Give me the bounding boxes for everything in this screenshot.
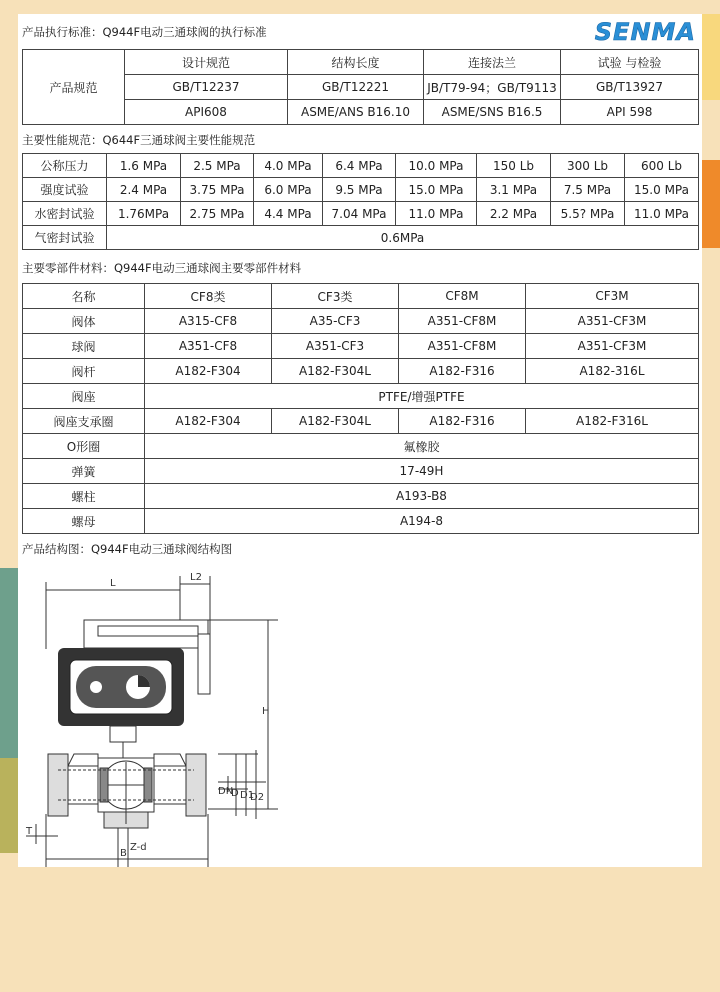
table-cell: 11.0 MPa — [625, 202, 699, 226]
table-cell: 4.4 MPa — [254, 202, 323, 226]
table-cell: 11.0 MPa — [396, 202, 477, 226]
table-cell: 阀体 — [23, 309, 145, 334]
header-cf3m: CF3M — [526, 284, 699, 309]
table-cell: 6.4 MPa — [323, 154, 396, 178]
left-teal-bar — [0, 568, 18, 758]
table-cell: A351-CF8M — [399, 309, 526, 334]
table-cell: O形圈 — [23, 434, 145, 459]
table-cell: 1.76MPa — [107, 202, 181, 226]
table-cell: GB/T13927 — [561, 75, 699, 100]
table-cell: PTFE/增强PTFE — [145, 384, 699, 409]
header-design: 设计规范 — [125, 50, 288, 75]
table-cell: 15.0 MPa — [625, 178, 699, 202]
table-cell: 球阀 — [23, 334, 145, 359]
row-label-product-spec: 产品规范 — [23, 50, 125, 125]
actuator-drawing — [58, 620, 210, 758]
table-cell: A182-316L — [526, 359, 699, 384]
header-cf8m: CF8M — [399, 284, 526, 309]
table-cell: 3.75 MPa — [181, 178, 254, 202]
table-cell: 7.5 MPa — [551, 178, 625, 202]
table-cell: ASME/SNS B16.5 — [424, 100, 561, 125]
header-cf3: CF3类 — [272, 284, 399, 309]
table-cell: 阀座 — [23, 384, 145, 409]
performance-title: 主要性能规范：Q644F三通球阀主要性能规范 — [22, 133, 256, 147]
perf-label: 水密封试验 — [23, 202, 107, 226]
dim-label-L2: L2 — [190, 572, 202, 583]
materials-title: 主要零部件材料：Q944F电动三通球阀主要零部件材料 — [22, 261, 302, 275]
performance-table — [22, 153, 699, 250]
content-page — [18, 14, 702, 867]
dim-label-H: H — [262, 706, 270, 717]
table-cell: JB/T79-94；GB/T9113 — [424, 75, 561, 100]
diagram-title: 产品结构图：Q944F电动三通球阀结构图 — [22, 542, 233, 556]
right-orange-bar — [702, 160, 720, 248]
senma-logo: SENMA — [594, 18, 696, 46]
table-cell: 阀杆 — [23, 359, 145, 384]
valve-structure-diagram — [18, 554, 702, 867]
dim-label-Zd: Z-d — [130, 842, 147, 853]
standards-title: 产品执行标准：Q944F电动三通球阀的执行标准 — [22, 25, 267, 39]
right-yellow-bar — [702, 14, 720, 100]
table-cell: A182-F304 — [145, 359, 272, 384]
table-cell: 阀座支承圈 — [23, 409, 145, 434]
table-cell: A193-B8 — [145, 484, 699, 509]
table-cell: 2.75 MPa — [181, 202, 254, 226]
dim-label-D: D — [231, 788, 239, 799]
table-cell: 3.1 MPa — [477, 178, 551, 202]
table-cell: 6.0 MPa — [254, 178, 323, 202]
header-length: 结构长度 — [288, 50, 424, 75]
table-cell: 2.2 MPa — [477, 202, 551, 226]
table-cell: A351-CF3M — [526, 309, 699, 334]
table-cell: A194-8 — [145, 509, 699, 534]
table-cell: 0.6MPa — [107, 226, 699, 250]
perf-label: 强度试验 — [23, 178, 107, 202]
dim-label-L: L — [110, 578, 116, 589]
table-cell: A351-CF3M — [526, 334, 699, 359]
table-cell: A351-CF3 — [272, 334, 399, 359]
table-cell: GB/T12221 — [288, 75, 424, 100]
table-cell: 7.04 MPa — [323, 202, 396, 226]
table-cell: GB/T12237 — [125, 75, 288, 100]
table-cell: ASME/ANS B16.10 — [288, 100, 424, 125]
table-cell: 弹簧 — [23, 459, 145, 484]
standards-table — [22, 49, 699, 125]
header-name: 名称 — [23, 284, 145, 309]
table-cell: A182-F304L — [272, 359, 399, 384]
table-cell: 300 Lb — [551, 154, 625, 178]
table-cell: 2.4 MPa — [107, 178, 181, 202]
dim-label-D2: D2 — [250, 792, 265, 803]
table-cell: 2.5 MPa — [181, 154, 254, 178]
table-cell: 17-49H — [145, 459, 699, 484]
perf-label: 公称压力 — [23, 154, 107, 178]
dim-label-D1: D1 — [240, 790, 255, 801]
table-cell: 600 Lb — [625, 154, 699, 178]
table-cell: A182-F304 — [145, 409, 272, 434]
table-cell: A182-F316L — [526, 409, 699, 434]
table-cell: API 598 — [561, 100, 699, 125]
table-cell: 15.0 MPa — [396, 178, 477, 202]
dim-label-B: B — [120, 848, 127, 859]
valve-body-drawing — [48, 754, 206, 828]
left-olive-bar — [0, 758, 18, 853]
header-test: 试验 与检验 — [561, 50, 699, 75]
dim-label-DN: DN — [218, 786, 234, 797]
table-cell: A182-F316 — [399, 409, 526, 434]
table-cell: A351-CF8 — [145, 334, 272, 359]
materials-table — [22, 283, 699, 534]
table-cell: A351-CF8M — [399, 334, 526, 359]
header-cf8: CF8类 — [145, 284, 272, 309]
table-cell: 螺柱 — [23, 484, 145, 509]
table-cell: 10.0 MPa — [396, 154, 477, 178]
table-cell: 9.5 MPa — [323, 178, 396, 202]
table-cell: A35-CF3 — [272, 309, 399, 334]
table-cell: A182-F316 — [399, 359, 526, 384]
table-cell: 螺母 — [23, 509, 145, 534]
table-cell: API608 — [125, 100, 288, 125]
header-flange: 连接法兰 — [424, 50, 561, 75]
table-cell: 氟橡胶 — [145, 434, 699, 459]
table-cell: 1.6 MPa — [107, 154, 181, 178]
table-cell: 150 Lb — [477, 154, 551, 178]
perf-label: 气密封试验 — [23, 226, 107, 250]
table-cell: A182-F304L — [272, 409, 399, 434]
table-cell: 4.0 MPa — [254, 154, 323, 178]
table-cell: A315-CF8 — [145, 309, 272, 334]
dim-label-T: T — [26, 826, 33, 837]
table-cell: 5.5? MPa — [551, 202, 625, 226]
